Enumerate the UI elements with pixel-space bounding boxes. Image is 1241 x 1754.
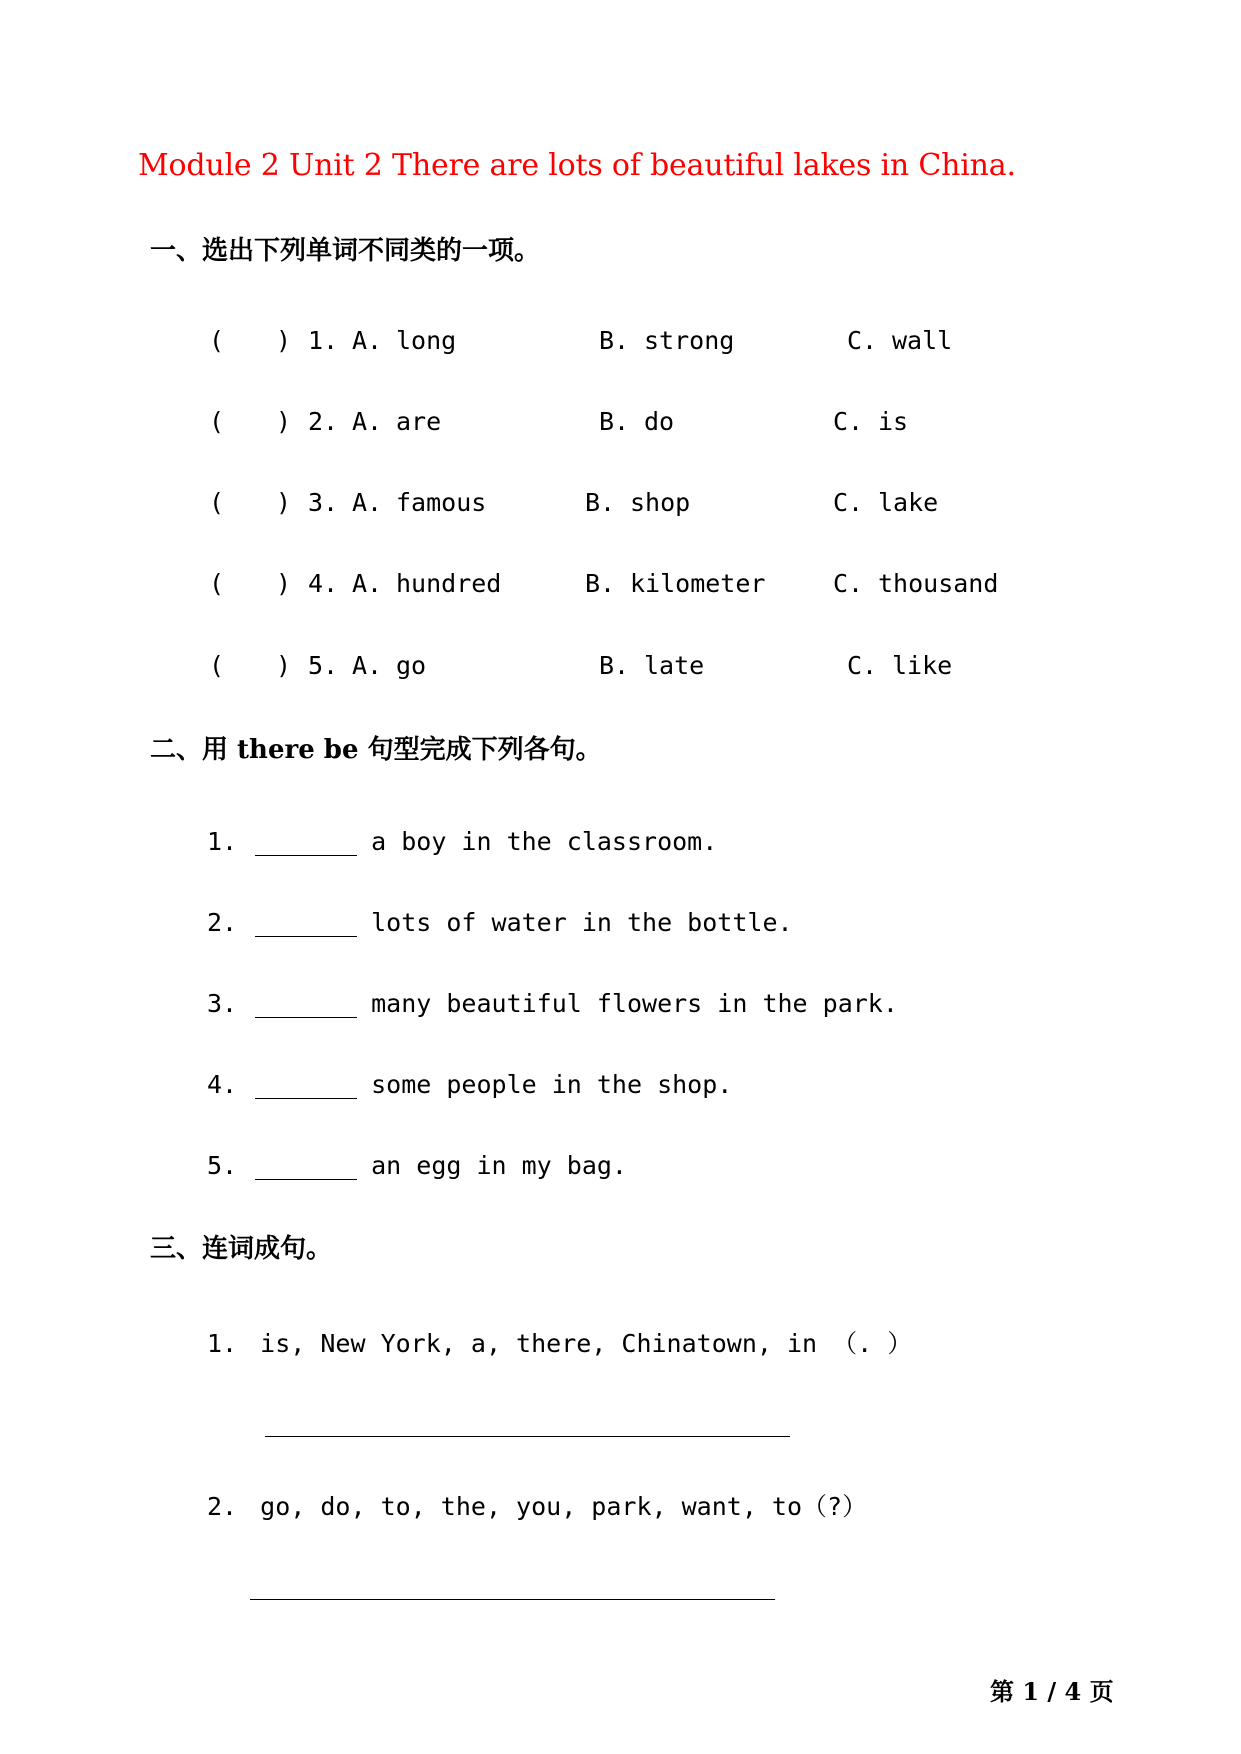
item-text: many beautiful flowers in the park. <box>371 989 898 1018</box>
option-a-label: A. <box>352 407 383 436</box>
question-number: 2. <box>308 407 339 436</box>
answer-paren-open: ( <box>209 326 225 355</box>
fill-in-item <box>207 908 793 937</box>
answer-paren-close: ) <box>276 569 292 598</box>
option-c-label: C. <box>833 569 864 598</box>
answer-paren-open: ( <box>209 569 225 598</box>
question-row <box>0 488 1241 522</box>
page-number: 第 1 / 4 页 <box>990 1677 1114 1706</box>
fill-in-item <box>207 1151 627 1180</box>
answer-paren-close: ) <box>276 651 292 680</box>
option-c-label: C. <box>833 407 864 436</box>
question-row <box>0 407 1241 441</box>
option-b-text: shop <box>630 488 691 517</box>
answer-paren-close: ) <box>276 488 292 517</box>
option-a-label: A. <box>352 569 383 598</box>
answer-paren-open: ( <box>209 651 225 680</box>
item-text: an egg in my bag. <box>371 1151 627 1180</box>
option-b-label: B. <box>599 651 630 680</box>
item-text: go, do, to, the, you, park, want, to（?） <box>260 1492 868 1521</box>
answer-blank[interactable] <box>255 991 357 1018</box>
answer-paren-open: ( <box>209 407 225 436</box>
option-b-label: B. <box>599 326 630 355</box>
question-number: 3. <box>308 488 339 517</box>
item-text: some people in the shop. <box>371 1070 733 1099</box>
section-3-heading: 三、连词成句。 <box>150 1234 333 1264</box>
option-c-text: thousand <box>878 569 999 598</box>
question-row <box>0 651 1241 685</box>
answer-line[interactable] <box>250 1599 775 1600</box>
option-c-text: wall <box>892 326 953 355</box>
option-a-text: long <box>396 326 457 355</box>
option-c-text: like <box>892 651 953 680</box>
option-b-text: kilometer <box>630 569 766 598</box>
option-a-text: are <box>396 407 442 436</box>
option-b-label: B. <box>585 488 616 517</box>
answer-blank[interactable] <box>255 1153 357 1180</box>
item-number: 1. <box>207 827 238 856</box>
answer-paren-open: ( <box>209 488 225 517</box>
option-a-text: go <box>396 651 427 680</box>
item-text: is, New York, a, there, Chinatown, in （. ） <box>260 1329 913 1358</box>
option-a-label: A. <box>352 651 383 680</box>
fill-in-item <box>207 827 717 856</box>
reorder-item <box>207 1487 867 1523</box>
option-a-label: A. <box>352 326 383 355</box>
item-number: 2. <box>207 1492 238 1521</box>
section-1-heading: 一、选出下列单词不同类的一项。 <box>150 236 541 266</box>
item-text: lots of water in the bottle. <box>371 908 793 937</box>
option-b-text: strong <box>644 326 735 355</box>
option-c-label: C. <box>847 326 878 355</box>
option-a-text: famous <box>396 488 487 517</box>
answer-blank[interactable] <box>255 829 357 856</box>
item-number: 5. <box>207 1151 238 1180</box>
item-number: 1. <box>207 1329 238 1358</box>
option-b-label: B. <box>599 407 630 436</box>
option-b-text: do <box>644 407 675 436</box>
question-row <box>0 569 1241 603</box>
question-number: 4. <box>308 569 339 598</box>
option-c-text: lake <box>878 488 939 517</box>
fill-in-item <box>207 1070 732 1099</box>
answer-blank[interactable] <box>255 1072 357 1099</box>
page-title: Module 2 Unit 2 There are lots of beautiful lakes in China. <box>138 148 1016 183</box>
section-2-heading: 二、用 there be 句型完成下列各句。 <box>150 735 602 765</box>
option-c-text: is <box>878 407 909 436</box>
item-number: 3. <box>207 989 238 1018</box>
fill-in-item <box>207 989 898 1018</box>
item-text: a boy in the classroom. <box>371 827 718 856</box>
option-c-label: C. <box>833 488 864 517</box>
answer-line[interactable] <box>265 1436 790 1437</box>
item-number: 2. <box>207 908 238 937</box>
option-b-text: late <box>644 651 705 680</box>
answer-paren-close: ) <box>276 326 292 355</box>
option-c-label: C. <box>847 651 878 680</box>
option-b-label: B. <box>585 569 616 598</box>
item-number: 4. <box>207 1070 238 1099</box>
answer-blank[interactable] <box>255 910 357 937</box>
reorder-item <box>207 1324 912 1360</box>
question-number: 1. <box>308 326 339 355</box>
option-a-text: hundred <box>396 569 502 598</box>
question-number: 5. <box>308 651 339 680</box>
question-row <box>0 326 1241 360</box>
answer-paren-close: ) <box>276 407 292 436</box>
option-a-label: A. <box>352 488 383 517</box>
